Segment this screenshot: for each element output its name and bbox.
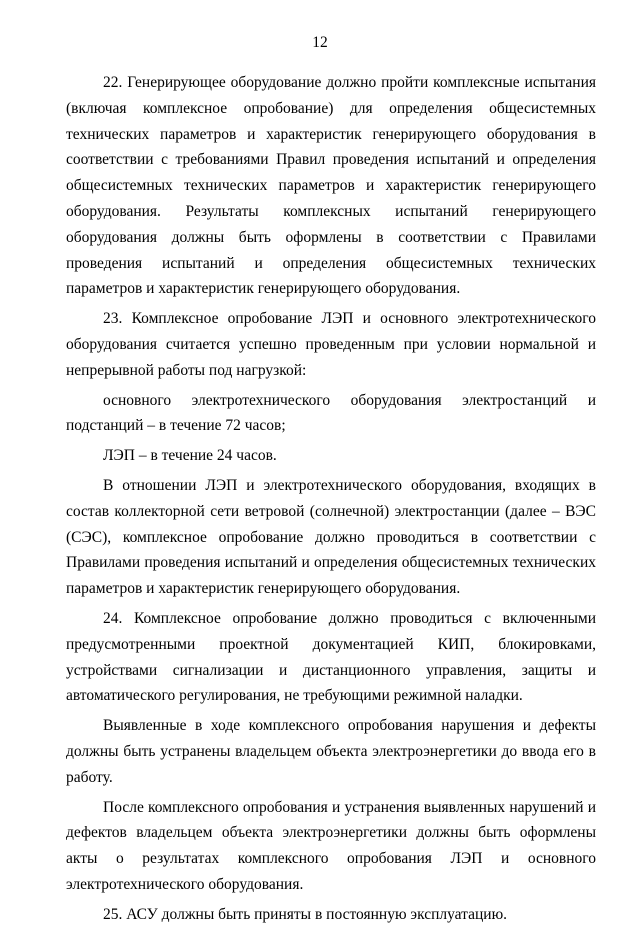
document-body: [66, 70, 596, 928]
paragraph-23-wind-solar: В отношении ЛЭП и электротехнического оборудования, входящих в состав коллекторной сети ветровой (солнечной) электростанции (далее – ВЭС (СЭС), комплексное опробование должно проводиться в соответствии с Правилами проведения испытаний и определения общесистемных технических параметров и характеристик генерирующего оборудования.: [66, 476, 596, 598]
paragraph-22: 22. Генерирующее оборудование должно пройти комплексные испытания (включая комплексное опробование) для определения общесистемных технических параметров и характеристик генерирующего оборудования в соответствии с требованиями Правил проведения испытаний и определения общесистемных технических параметров и характеристик генерирующего оборудования. Результаты комплексных испытаний генерирующего оборудования должны быть оформлены в соответствии с Правилами проведения испытаний и определения общесистемных технических параметров и характеристик генерирующего оборудования.: [66, 74, 596, 298]
paragraph-23-item-equipment: основного электротехнического оборудования электростанций и подстанций – в течение 72 часов;: [66, 391, 596, 435]
paragraph-23-item-lines: ЛЭП – в течение 24 часов.: [103, 447, 277, 465]
paragraph-23: 23. Комплексное опробование ЛЭП и основного электротехнического оборудования считается успешно проведенным при условии нормальной и непрерывной работы под нагрузкой:: [66, 310, 596, 379]
paragraph-24-defects: Выявленные в ходе комплексного опробования нарушения и дефекты должны быть устранены владельцем объекта электроэнергетики до ввода его в работу.: [66, 717, 596, 786]
paragraph-25: 25. АСУ должны быть приняты в постоянную эксплуатацию.: [103, 905, 508, 923]
paragraph-24: 24. Комплексное опробование должно проводиться с включенными предусмотренными проектной документацией КИП, блокировками, устройствами сигнализации и дистанционного управления, защиты и автоматического регулирования, не требующими режимной наладки.: [66, 609, 596, 705]
page-number: 12: [312, 34, 328, 51]
paragraph-24-acts: После комплексного опробования и устранения выявленных нарушений и дефектов владельцем объекта электроэнергетики должны быть оформлены акты о результатах комплексного опробования ЛЭП и основного электротехнического оборудования.: [66, 798, 596, 893]
